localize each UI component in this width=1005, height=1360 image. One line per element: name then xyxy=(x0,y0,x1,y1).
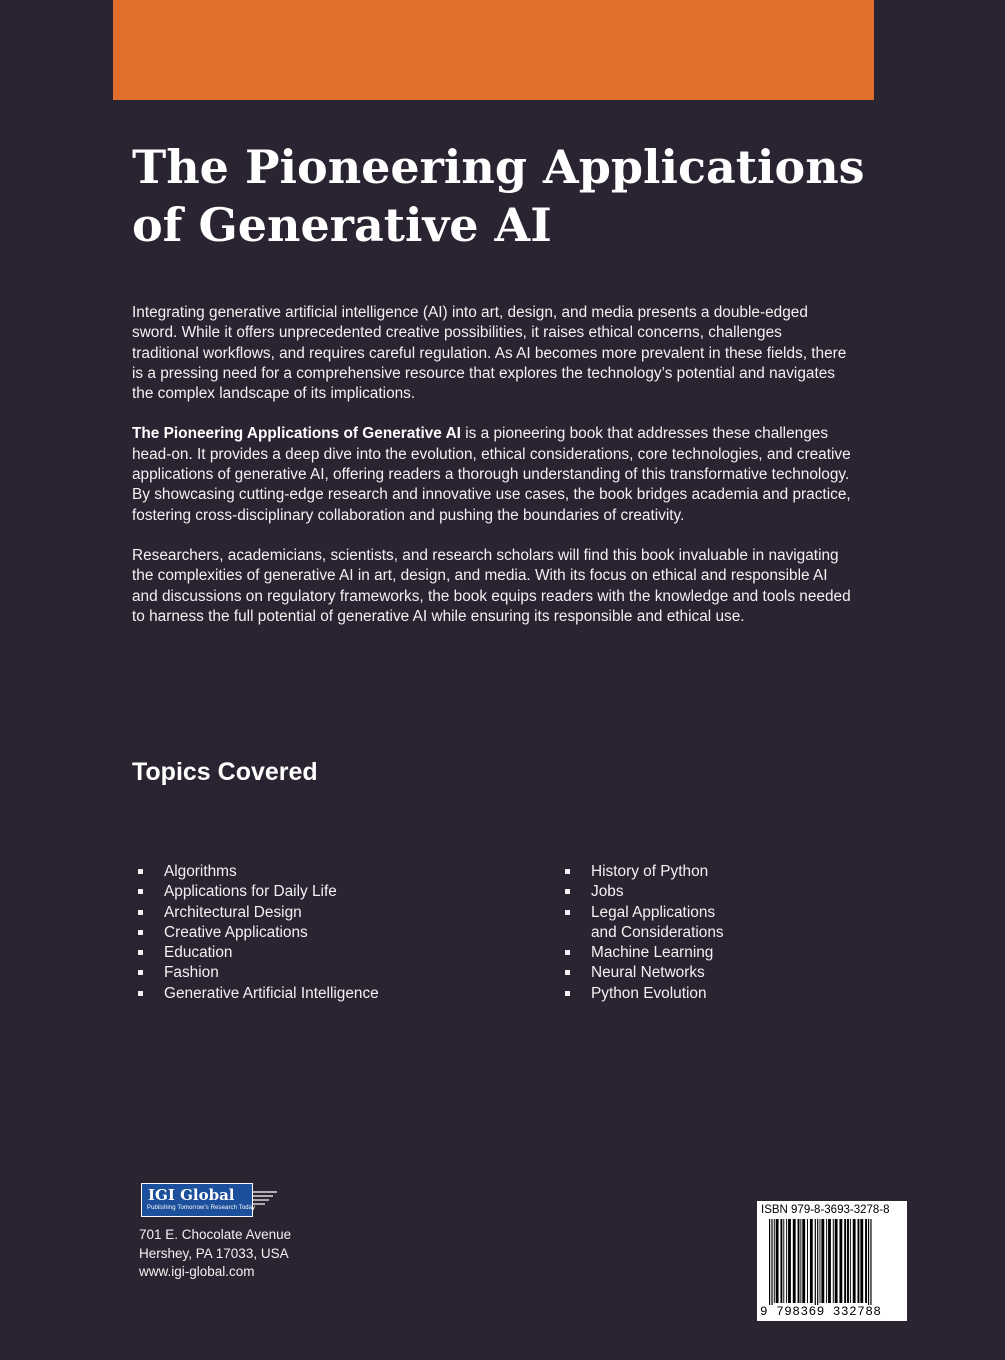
barcode-icon xyxy=(761,1219,903,1311)
barcode-bar xyxy=(844,1219,846,1303)
bullet-icon xyxy=(138,869,143,874)
list-item xyxy=(565,943,825,963)
barcode-bar xyxy=(800,1219,801,1303)
barcode-bar xyxy=(839,1219,842,1303)
topic-label: Generative Artificial Intelligence xyxy=(164,984,379,1002)
barcode-bar xyxy=(833,1219,834,1303)
barcode-digits: 9 798369 332788 xyxy=(760,1305,904,1319)
list-item xyxy=(138,923,468,943)
topics-list-left xyxy=(138,862,468,1004)
bullet-icon xyxy=(565,991,570,996)
barcode-bar xyxy=(810,1219,813,1303)
barcode-bar xyxy=(788,1219,791,1303)
barcode-bar xyxy=(858,1219,860,1303)
barcode-bar xyxy=(865,1219,867,1303)
topic-label: Neural Networks xyxy=(591,964,705,982)
bullet-icon xyxy=(565,950,570,955)
publisher-website: www.igi-global.com xyxy=(139,1264,255,1279)
bullet-icon xyxy=(565,889,570,894)
barcode-bar xyxy=(793,1219,796,1303)
barcode-bar xyxy=(769,1219,770,1311)
description-title-bold: The Pioneering Applications of Generative AI xyxy=(132,425,461,443)
list-item xyxy=(565,963,825,983)
barcode-bar xyxy=(771,1219,772,1311)
list-item xyxy=(565,984,825,1004)
list-item xyxy=(565,882,825,902)
bullet-icon xyxy=(565,910,570,915)
publisher-address xyxy=(139,1226,291,1282)
topic-label: Education xyxy=(164,944,233,962)
barcode-bar xyxy=(835,1219,838,1303)
address-street: 701 E. Chocolate Avenue xyxy=(139,1227,292,1242)
address-city: Hershey, PA 17033, USA xyxy=(139,1245,289,1261)
barcode-bar xyxy=(786,1219,787,1303)
bullet-icon xyxy=(138,910,143,915)
barcode-bar xyxy=(807,1219,808,1303)
bullet-icon xyxy=(138,950,143,955)
barcode-bar xyxy=(783,1219,784,1303)
accent-band xyxy=(113,0,874,100)
topic-label: Applications for Daily Life xyxy=(164,883,337,901)
barcode-bar xyxy=(826,1219,827,1303)
list-item xyxy=(138,882,468,902)
bullet-icon xyxy=(138,889,143,894)
description-paragraph-2 xyxy=(132,424,852,525)
list-item xyxy=(138,862,468,882)
topic-label: History of Python xyxy=(591,863,709,880)
topic-label: Architectural Design xyxy=(164,903,302,921)
topic-label: Jobs xyxy=(591,883,624,901)
bullet-icon xyxy=(138,970,143,975)
topic-label: Algorithms xyxy=(164,863,237,880)
topic-label: Machine Learning xyxy=(591,944,714,962)
list-item xyxy=(565,862,825,882)
topic-label: Legal Applications xyxy=(591,903,716,921)
logo-box xyxy=(141,1183,256,1217)
description-paragraph-2-text: is a pioneering book that addresses these challenges head-on. It provides a deep dive into the evolution, ethical considerations, core technologies, and creative applications of generative AI, offering readers a thorough understanding of this transformative technology. By showcasing cutting-edge research and innovative use cases, the book bridges academia and practice, fostering cross-disciplinary collaboration and pushing the boundaries of creativity. xyxy=(132,425,851,524)
topics-heading: Topics Covered xyxy=(132,758,318,786)
logo-tagline: Publishing Tomorrow's Research Today xyxy=(147,1205,256,1211)
barcode-bar xyxy=(847,1219,849,1303)
topics-list-right xyxy=(565,862,825,1004)
barcode-bar xyxy=(774,1219,775,1303)
barcode-bar xyxy=(868,1219,869,1311)
barcode-bar xyxy=(853,1219,856,1303)
topic-label-continued: and Considerations xyxy=(591,923,724,941)
description-paragraph-1: Integrating generative artificial intelligence (AI) into art, design, and media presents a double-edged sword. While it offers unprecedented creative possibilities, it raises ethical concerns, challenges traditional workflows, and requires careful regulation. As AI becomes more prevalent in these fields, there is a pressing need for a comprehensive resource that explores the technology’s potential and navigates the complex landscape of its implications. xyxy=(132,304,847,403)
barcode-bar xyxy=(817,1219,818,1311)
book-title: The Pioneering Applications of Generative AI xyxy=(132,140,865,252)
barcode-bar xyxy=(815,1219,816,1311)
list-item xyxy=(138,943,468,963)
barcode-bar xyxy=(780,1219,782,1303)
list-item xyxy=(138,903,468,923)
bullet-icon xyxy=(138,930,143,935)
description-paragraph-3: Researchers, academicians, scientists, and research scholars will find this book invaluable in navigating the complexities of generative AI in art, design, and media. With its focus on ethical and responsible AI and discussions on regulatory frameworks, the book equips readers with the knowledge and tools needed to harness the full potential of generative AI while ensuring its responsible and ethical use. xyxy=(132,546,851,625)
bullet-icon xyxy=(565,869,570,874)
list-item xyxy=(565,903,825,944)
bullet-icon xyxy=(138,991,143,996)
topic-label: Fashion xyxy=(164,964,219,982)
barcode-bar xyxy=(820,1219,821,1303)
barcode-bar xyxy=(870,1219,871,1311)
list-item xyxy=(138,963,468,983)
barcode-bar xyxy=(776,1219,779,1303)
topic-label: Python Evolution xyxy=(591,984,707,1002)
logo-name: IGI Global xyxy=(148,1186,235,1204)
barcode-bar xyxy=(850,1219,851,1303)
barcode-bar xyxy=(821,1219,824,1303)
book-description xyxy=(132,303,852,647)
isbn-label: ISBN 979-8-3693-3278-8 xyxy=(761,1204,890,1216)
publisher-logo xyxy=(141,1183,281,1219)
barcode-box xyxy=(757,1201,907,1321)
barcode-bar xyxy=(828,1219,831,1303)
barcode-bar xyxy=(860,1219,863,1303)
barcode-bar xyxy=(798,1219,800,1303)
logo-lines-icon xyxy=(253,1190,279,1208)
bullet-icon xyxy=(565,970,570,975)
list-item xyxy=(138,984,468,1004)
barcode-bar xyxy=(802,1219,805,1303)
topic-label: Creative Applications xyxy=(164,923,308,941)
